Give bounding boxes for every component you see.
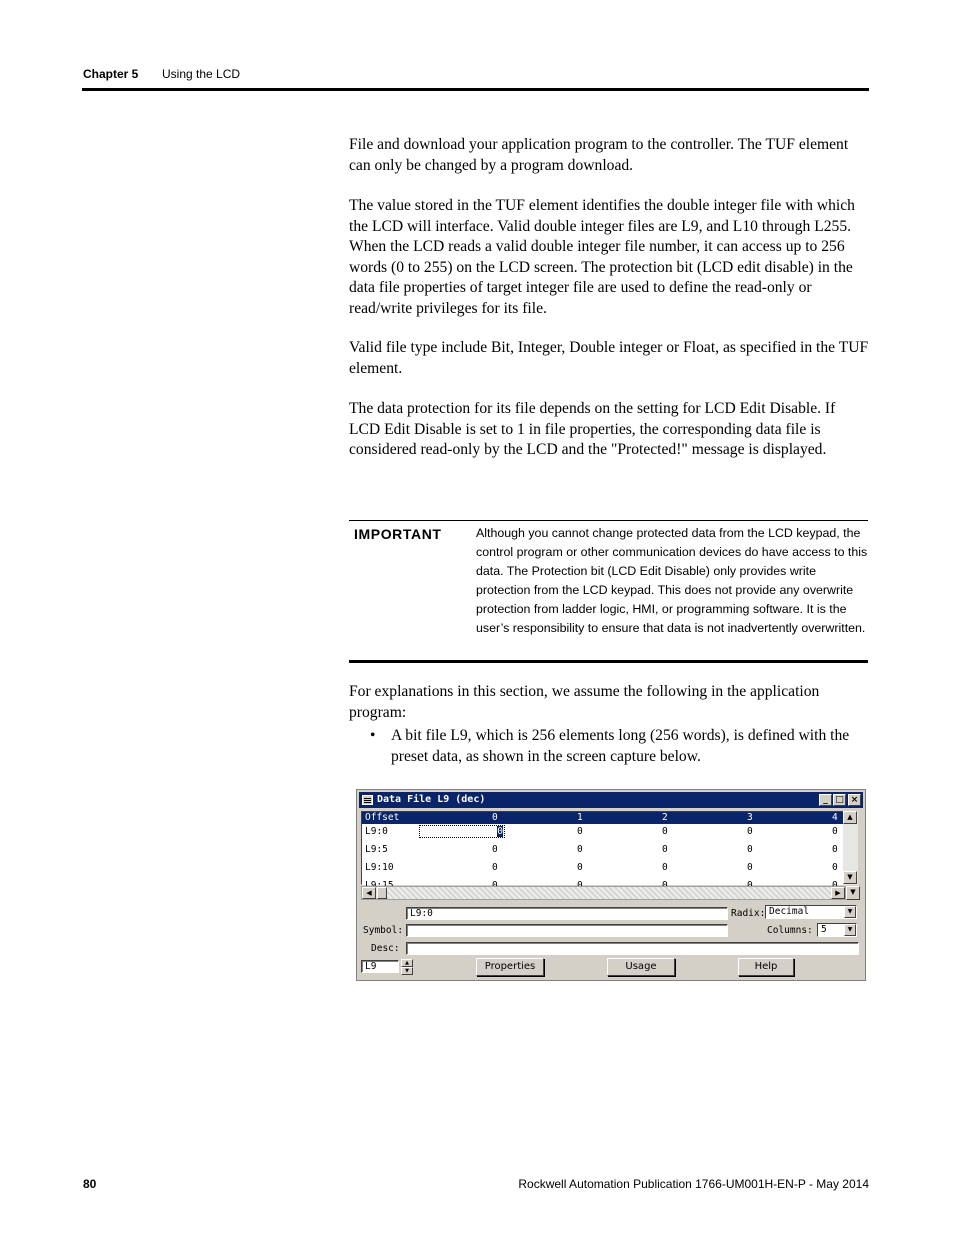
scroll-right-arrow-icon[interactable]: ▶ (831, 887, 845, 899)
data-file-window (356, 789, 866, 981)
cell-value[interactable]: 0 (832, 844, 838, 855)
vertical-scrollbar[interactable] (843, 811, 858, 885)
columns-select[interactable] (817, 923, 857, 937)
cell-value[interactable]: 0 (747, 826, 753, 837)
column-header[interactable]: 3 (747, 812, 753, 823)
radix-value: Decimal (769, 906, 810, 917)
cell-value[interactable]: 0 (747, 862, 753, 873)
cell-value[interactable]: 0 (832, 826, 838, 837)
important-top-rule (349, 520, 868, 521)
file-number-field[interactable]: L9 (361, 960, 399, 973)
column-header[interactable]: 0 (492, 812, 498, 823)
address-field[interactable]: L9:0 (406, 907, 728, 920)
cell-value[interactable]: 0 (577, 844, 583, 855)
radix-select[interactable] (765, 905, 857, 919)
important-bottom-rule (349, 660, 868, 663)
paragraph-data-protection: The data protection for its file depends on the setting for LCD Edit Disable. If LCD Edit Disable is set to 1 in file properties, the corresponding data file is considered read-only by the LCD and the "Protected!" message is displayed. (349, 400, 836, 459)
desc-field[interactable] (406, 942, 859, 955)
cell-value[interactable]: 0 (577, 862, 583, 873)
chapter-label: Chapter 5 (83, 67, 139, 81)
minimize-button[interactable]: _ (819, 794, 832, 806)
section-title: Using the LCD (162, 67, 241, 81)
cell-value[interactable]: 0 (492, 844, 498, 855)
close-button[interactable]: × (848, 794, 861, 806)
page-number: 80 (83, 1177, 97, 1191)
desc-label: Desc: (371, 943, 400, 954)
cell-value[interactable]: 0 (662, 844, 668, 855)
columns-value: 5 (821, 924, 827, 935)
column-header[interactable]: 2 (662, 812, 668, 823)
scroll-corner-down-icon[interactable]: ▼ (846, 886, 860, 900)
row-address: L9:5 (365, 844, 388, 855)
important-label: IMPORTANT (354, 526, 442, 542)
bullet-marker: • (370, 727, 376, 744)
chevron-down-icon[interactable]: ▼ (844, 924, 856, 936)
scroll-down-arrow-icon[interactable]: ▼ (843, 871, 857, 884)
paragraph-file-download: File and download your application program to the controller. The TUF element can only be changed by a program download. (349, 136, 849, 174)
help-button[interactable]: Help (738, 958, 794, 976)
horizontal-scrollbar[interactable] (361, 886, 846, 900)
symbol-label: Symbol: (363, 925, 404, 936)
offset-header: Offset (365, 812, 400, 823)
paragraph-assumptions: For explanations in this section, we assume the following in the application program: (349, 683, 820, 721)
scroll-left-arrow-icon[interactable]: ◀ (362, 887, 376, 899)
scroll-up-arrow-icon[interactable]: ▲ (843, 811, 857, 824)
cell-value[interactable]: 0 (577, 826, 583, 837)
row-address: L9:0 (365, 826, 388, 837)
bullet-item-l9: A bit file L9, which is 256 elements long (256 words), is defined with the preset data, as shown in the screen capture below. (391, 727, 850, 765)
cell-value[interactable]: 0 (832, 862, 838, 873)
grid-header-row (362, 812, 847, 824)
cell-value[interactable]: 0 (492, 862, 498, 873)
spin-up-icon[interactable]: ▲ (401, 959, 413, 967)
spin-down-icon[interactable]: ▼ (401, 967, 413, 975)
scroll-thumb[interactable] (377, 887, 387, 899)
running-header (83, 67, 241, 81)
cell-value: 0 (497, 826, 503, 837)
chevron-down-icon[interactable]: ▼ (844, 906, 856, 918)
symbol-field[interactable] (406, 924, 728, 937)
column-header[interactable]: 1 (577, 812, 583, 823)
publication-info: Rockwell Automation Publication 1766-UM001H-EN-P - May 2014 (518, 1177, 869, 1191)
maximize-button[interactable]: □ (833, 794, 846, 806)
radix-label: Radix: (731, 908, 766, 919)
columns-label: Columns: (767, 925, 813, 936)
paragraph-file-types: Valid file type include Bit, Integer, Double integer or Float, as specified in the TUF element. (349, 339, 869, 377)
data-grid[interactable] (361, 811, 846, 885)
cell-value[interactable]: 0 (662, 862, 668, 873)
important-text: Although you cannot change protected data from the LCD keypad, the control program or other communication devices do have access to this data. The Protection bit (LCD Edit Disable) only provides write protection from the LCD keypad. This does not provide any overwrite protection from ladder logic, HMI, or programming software. It is the user’s responsibility to ensure that data is not inadvertently overwritten. (476, 526, 868, 635)
selected-cell[interactable] (419, 825, 505, 838)
properties-button[interactable]: Properties (476, 958, 544, 976)
window-title: Data File L9 (dec) (377, 794, 486, 805)
row-address: L9:10 (365, 862, 394, 873)
cell-value[interactable]: 0 (662, 826, 668, 837)
paragraph-tuf-value: The value stored in the TUF element identifies the double integer file with which the LCD will interface. Valid double integer files are L9, and L10 through L255. When the LCD reads a valid double integer file number, it can access up to 256 words (0 to 255) on the LCD screen. The protection bit (LCD edit disable) in the data file properties of target integer file are used to define the read-only or read/write privileges for its file. (349, 197, 855, 317)
window-titlebar (359, 792, 863, 808)
column-header[interactable]: 4 (832, 812, 838, 823)
header-rule (82, 88, 869, 91)
usage-button[interactable]: Usage (607, 958, 675, 976)
data-file-icon (362, 795, 373, 805)
file-spinner[interactable] (401, 959, 413, 976)
cell-value[interactable]: 0 (747, 844, 753, 855)
